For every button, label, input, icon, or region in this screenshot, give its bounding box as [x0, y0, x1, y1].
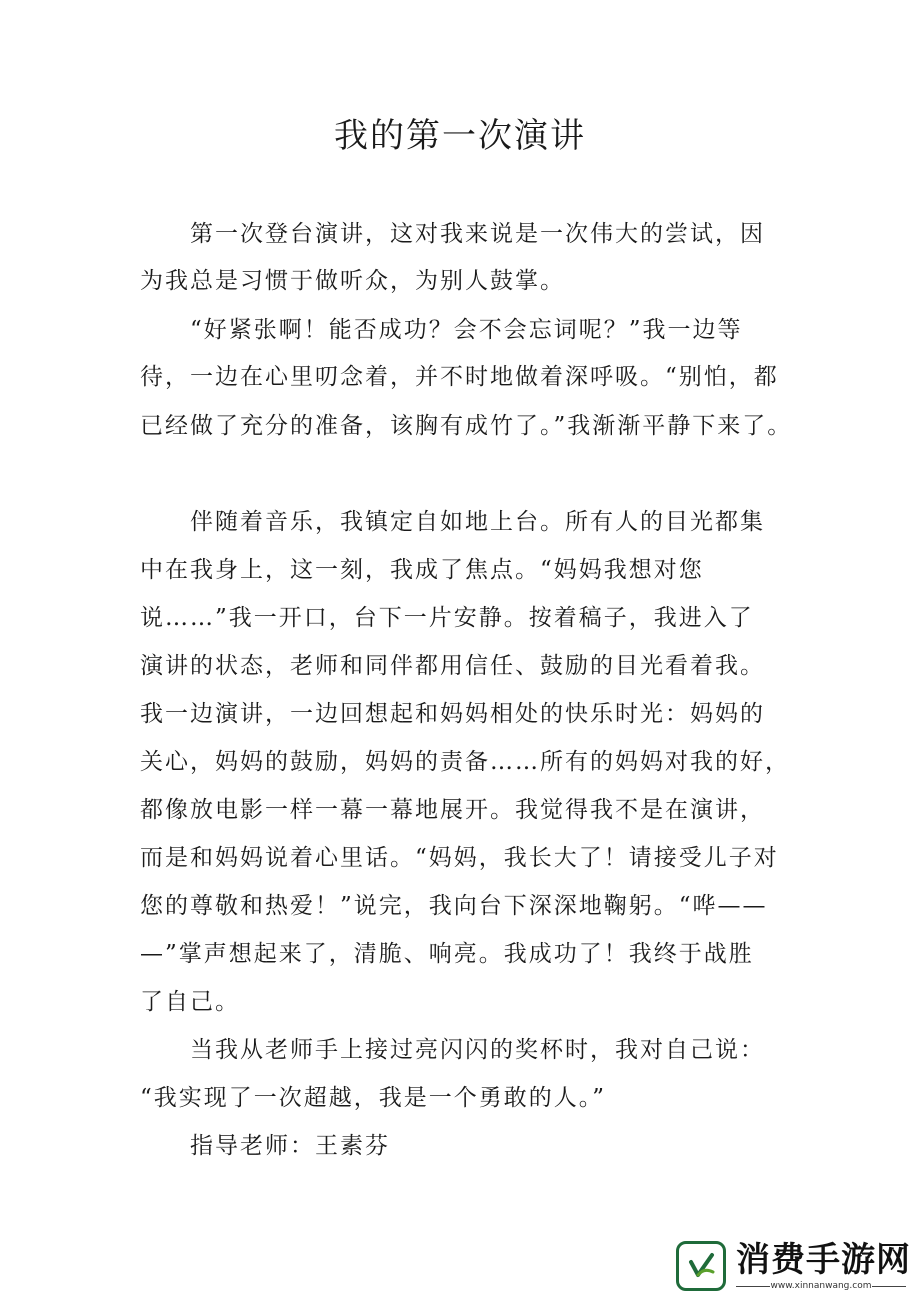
text-line: 已经做了充分的准备，该胸有成竹了。”我渐渐平静下来了。 — [140, 413, 793, 439]
text-line: 都像放电影一样一幕一幕地展开。我觉得我不是在演讲， — [140, 797, 765, 823]
text-line: 说……”我一开口，台下一片安静。按着稿子，我进入了 — [140, 605, 754, 631]
text-line: 伴随着音乐，我镇定自如地上台。所有人的目光都集 — [190, 509, 765, 535]
page-title: 我的第一次演讲 — [334, 116, 586, 156]
text-line: 而是和妈妈说着心里话。“妈妈，我长大了！请接受儿子对 — [140, 845, 779, 871]
text-line: “我实现了一次超越，我是一个勇敢的人。” — [140, 1085, 607, 1111]
text-line: —”掌声想起来了，清脆、响亮。我成功了！我终于战胜 — [140, 941, 754, 967]
brand-name: 消费手游网 — [736, 1240, 911, 1280]
text-line: 演讲的状态，老师和同伴都用信任、鼓励的目光看着我。 — [140, 653, 765, 679]
text-line: 为我总是习惯于做听众，为别人鼓掌。 — [140, 268, 565, 294]
text-line: 我一边演讲，一边回想起和妈妈相处的快乐时光：妈妈的 — [140, 701, 765, 727]
text-line: 第一次登台演讲，这对我来说是一次伟大的尝试，因 — [190, 221, 765, 247]
divider — [872, 1286, 906, 1287]
advisor-line: 指导老师：王素芬 — [190, 1133, 390, 1159]
leaf-check-icon — [676, 1241, 726, 1291]
text-line: “好紧张啊！能否成功？会不会忘词呢？”我一边等 — [190, 317, 743, 343]
site-watermark — [672, 1236, 912, 1296]
text-line: 您的尊敬和热爱！”说完，我向台下深深地鞠躬。“哗—— — [140, 893, 768, 919]
text-line: 了自己。 — [140, 989, 240, 1015]
text-line: 中在我身上，这一刻，我成了焦点。“妈妈我想对您 — [140, 557, 704, 583]
text-line: 待，一边在心里叨念着，并不时地做着深呼吸。“别怕，都 — [140, 364, 779, 390]
text-line: 当我从老师手上接过亮闪闪的奖杯时，我对自己说： — [190, 1037, 765, 1063]
text-line: 关心，妈妈的鼓励，妈妈的责备……所有的妈妈对我的好， — [140, 749, 790, 775]
brand-url: www.xinnanwang.com — [770, 1281, 872, 1291]
